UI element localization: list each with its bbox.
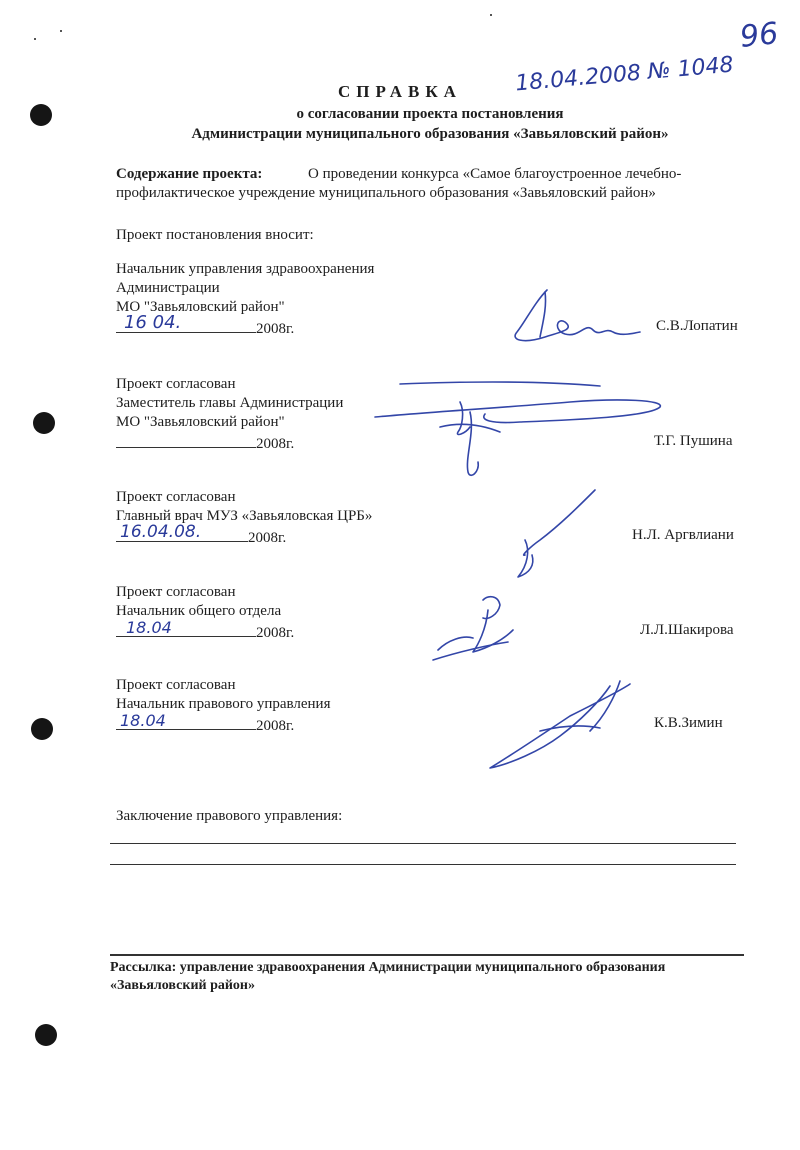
block-2-signer-name: Т.Г. Пушина (654, 433, 733, 449)
handwritten-date: 16 04. (124, 312, 182, 333)
submitter-heading: Проект постановления вносит: (116, 227, 314, 243)
date-blank (116, 522, 248, 542)
scan-speck (60, 30, 62, 32)
binder-hole (30, 104, 52, 126)
conclusion-line-1 (110, 843, 736, 844)
block-4-signer-name: Л.Л.Шакирова (640, 622, 734, 638)
block-5-line-1: Проект согласован (116, 677, 236, 693)
year-suffix: 2008г. (256, 625, 295, 641)
distribution-line-2: «Завьяловский район» (110, 978, 255, 993)
signature-pushina (370, 372, 670, 482)
block-5-date-row (116, 711, 295, 735)
block-2-line-3: МО "Завьяловский район" (116, 414, 285, 430)
binder-hole (35, 1024, 57, 1046)
conclusion-line-2 (110, 864, 736, 865)
registration-note: 18.04.2008 № 1048 (514, 52, 735, 97)
year-suffix: 2008г. (256, 436, 295, 452)
document-title: СПРАВКА (338, 82, 462, 101)
signature-zimin (480, 676, 650, 776)
signature-shakirova (428, 590, 538, 670)
year-suffix: 2008г. (248, 530, 287, 546)
date-blank (116, 312, 256, 333)
block-4-line-2: Начальник общего отдела (116, 603, 282, 619)
block-1-date-row (116, 312, 295, 338)
binder-hole (33, 412, 55, 434)
block-5-signer-name: К.В.Зимин (654, 715, 723, 731)
block-5-line-2: Начальник правового управления (116, 696, 331, 712)
distribution-separator (110, 954, 744, 956)
year-suffix: 2008г. (256, 718, 295, 734)
block-3-line-2: Главный врач МУЗ «Завьяловская ЦРБ» (116, 508, 373, 524)
distribution-line-1: Рассылка: управление здравоохранения Администрации муниципального образования (110, 960, 666, 975)
block-3-signer-name: Н.Л. Аргвлиани (632, 527, 734, 543)
signature-argvliani (500, 485, 610, 585)
content-label: Содержание проекта: (116, 166, 263, 182)
block-4-date-row (116, 618, 295, 642)
signature-lopatin (505, 282, 645, 352)
handwritten-date: 18.04 (126, 618, 172, 637)
handwritten-date: 16.04.08. (120, 522, 202, 542)
block-2-date-row (116, 433, 294, 453)
block-4-line-1: Проект согласован (116, 584, 236, 600)
conclusion-label: Заключение правового управления: (116, 808, 343, 824)
scan-speck (490, 14, 492, 16)
content-text-line-1: О проведении конкурса «Самое благоустроенное лечебно- (308, 166, 682, 182)
content-text-line-2: профилактическое учреждение муниципального образования «Завьяловский район» (116, 185, 656, 201)
binder-hole (31, 718, 53, 740)
block-1-line-1: Начальник управления здравоохранения (116, 261, 375, 277)
scan-speck (34, 38, 36, 40)
page-number-handwritten: 96 (738, 16, 780, 55)
date-blank (116, 711, 256, 730)
year-suffix: 2008г. (256, 321, 295, 337)
block-3-date-row (116, 522, 287, 547)
block-2-line-2: Заместитель главы Администрации (116, 395, 344, 411)
date-blank (116, 433, 256, 448)
block-1-line-3: МО "Завьяловский район" (116, 299, 285, 315)
block-2-line-1: Проект согласован (116, 376, 236, 392)
subtitle-line-1: о согласовании проекта постановления (296, 106, 564, 122)
block-1-signer-name: С.В.Лопатин (656, 318, 738, 334)
block-1-line-2: Администрации (116, 280, 220, 296)
block-3-line-1: Проект согласован (116, 489, 236, 505)
handwritten-date: 18.04 (120, 711, 166, 730)
subtitle-line-2: Администрации муниципального образования «Завьяловский район» (191, 126, 669, 142)
date-blank (116, 618, 256, 637)
